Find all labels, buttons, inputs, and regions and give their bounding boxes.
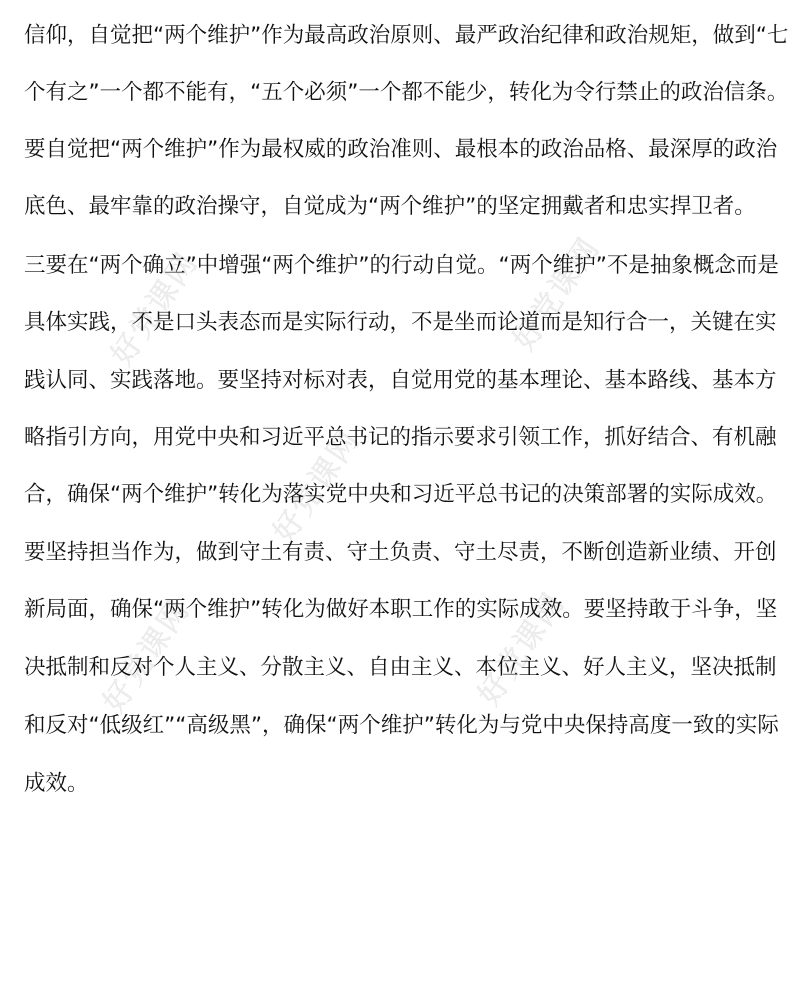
text-line: 决抵制和反对个人主义、分散主义、自由主义、本位主义、好人主义，坚决抵制: [24, 655, 777, 680]
text-line: 信仰，自觉把“两个维护”作为最高政治原则、最严政治纪律和政治规矩，做到“七: [24, 23, 789, 48]
text-line: 新局面，确保“两个维护”转化为做好本职工作的实际成效。要坚持敢于斗争，坚: [24, 597, 778, 622]
text-line: 三要在“两个确立”中增强“两个维护”的行动自觉。“两个维护”不是抽象概念而是: [24, 253, 779, 278]
text-line: 和反对“低级红”“高级黑”，确保“两个维护”转化为与党中央保持高度一致的实际: [24, 713, 779, 738]
text-line: 略指引方向，用党中央和习近平总书记的指示要求引领工作，抓好结合、有机融: [24, 425, 777, 450]
watermark: 好党课网: [96, 593, 198, 719]
watermark: 好党课网: [104, 246, 206, 372]
text-line: 合，确保“两个维护”转化为落实党中央和习近平总书记的决策部署的实际成效。: [24, 482, 778, 507]
watermark: 好党课网: [506, 231, 608, 357]
text-line: 个有之”一个都不能有，“五个必须”一个都不能少，转化为令行禁止的政治信条。: [24, 80, 789, 105]
text-line: 成效。: [24, 771, 89, 796]
text-line: 要自觉把“两个维护”作为最权威的政治准则、最根本的政治品格、最深厚的政治: [24, 137, 778, 162]
text-line: 践认同、实践落地。要坚持对标对表，自觉用党的基本理论、基本路线、基本方: [24, 368, 777, 393]
watermark: 好党课网: [266, 423, 368, 549]
text-line: 底色、最牢靠的政治操守，自觉成为“两个维护”的坚定拥戴者和忠实捍卫者。: [24, 194, 756, 219]
watermark: 好党课网: [471, 586, 573, 712]
text-line: 要坚持担当作为，做到守土有责、守土负责、守土尽责，不断创造新业绩、开创: [24, 540, 777, 565]
text-line: 具体实践，不是口头表态而是实际行动，不是坐而论道而是知行合一，关键在实: [24, 310, 777, 335]
